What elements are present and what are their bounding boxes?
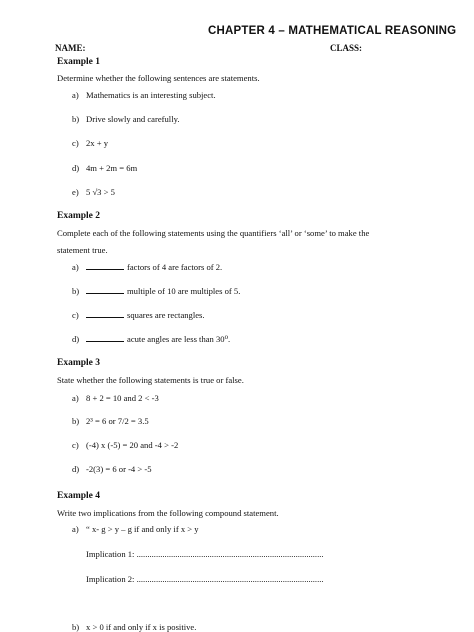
example-4-item-a: a) “ x- g > y – g if and only if x > y: [72, 524, 199, 534]
example-3-item-b: b) 2³ = 6 or 7/2 = 3.5: [72, 416, 149, 426]
example-2-item-d: d) acute angles are less than 30⁰.: [72, 334, 231, 344]
answer-blank[interactable]: [86, 334, 124, 342]
example-1-item-b: b) Drive slowly and carefully.: [72, 114, 180, 124]
example-2-item-b: b) multiple of 10 are multiples of 5.: [72, 286, 241, 296]
example-1-item-d: d) 4m + 2m = 6m: [72, 163, 138, 173]
example-3-item-a: a) 8 + 2 = 10 and 2 < -3: [72, 393, 159, 403]
name-label: NAME:: [55, 43, 86, 53]
example-3-item-d: d) -2(3) = 6 or -4 > -5: [72, 464, 152, 474]
example-1-item-e: e) 5 √3 > 5: [72, 187, 115, 197]
example-2-heading: Example 2: [57, 211, 101, 221]
example-2-instruction-line1: Complete each of the following statements using the quantifiers ‘all’ or ‘some’ to make the: [57, 228, 370, 238]
example-2-item-a: a) factors of 4 are factors of 2.: [72, 262, 223, 272]
implication-1-answer-line[interactable]: .......................................................................................: [136, 549, 324, 559]
implication-1-row: [86, 549, 324, 559]
class-label: CLASS:: [330, 43, 363, 53]
answer-blank[interactable]: [86, 286, 124, 294]
example-2-item-c: c) squares are rectangles.: [72, 310, 205, 320]
example-1-heading: Example 1: [57, 57, 101, 67]
example-3-item-c: c) (-4) x (-5) = 20 and -4 > -2: [72, 440, 179, 450]
example-1-item-c: c) 2x + y: [72, 138, 109, 148]
implication-2-answer-line[interactable]: .......................................................................................: [136, 574, 324, 584]
example-2-instruction-line2: statement true.: [57, 245, 108, 255]
example-4-instruction: Write two implications from the following compound statement.: [57, 508, 279, 518]
example-3-heading: Example 3: [57, 358, 101, 368]
answer-blank[interactable]: [86, 262, 124, 270]
example-1-item-a: a) Mathematics is an interesting subject.: [72, 90, 216, 100]
implication-2-label: Implication 2:: [86, 574, 135, 584]
page-title: CHAPTER 4 – MATHEMATICAL REASONING: [208, 25, 457, 37]
example-4-heading: Example 4: [57, 491, 101, 501]
example-1-instruction: Determine whether the following sentences are statements.: [57, 73, 260, 83]
example-4-item-b: b) x > 0 if and only if x is positive.: [72, 622, 197, 632]
implication-1-label: Implication 1:: [86, 549, 135, 559]
example-3-instruction: State whether the following statements is true or false.: [57, 375, 244, 385]
answer-blank[interactable]: [86, 310, 124, 318]
implication-2-row: [86, 574, 324, 584]
